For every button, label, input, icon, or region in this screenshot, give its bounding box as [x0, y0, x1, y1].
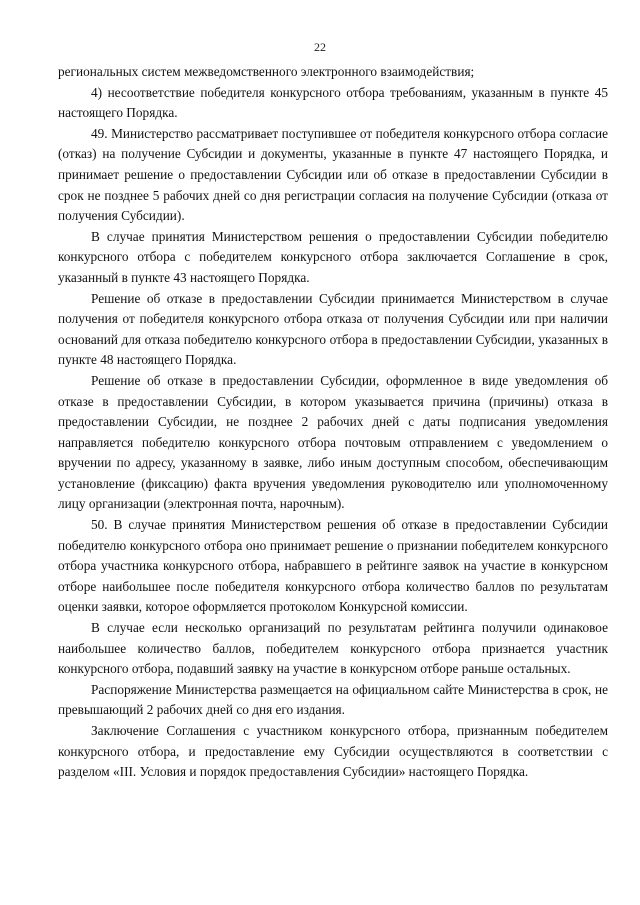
paragraph-item-4: 4) несоответствие победителя конкурсного отбора требованиям, указанным в пункте 45 настоящего Порядка.: [58, 84, 608, 121]
paragraph-49-refusal-notice: Решение об отказе в предоставлении Субсидии, оформленное в виде уведомления об отказе в предоставлении Субсидии, в котором указывается причина (причины) отказа в предоставлении Субсидии, не позднее 2 рабочих дней с даты подписания уведомления направляется победителю конкурсного отбора почтовым отправлением с уведомлением о вручении по адресу, указанному в заявке, либо иным доступным способом, обеспечивающим установление (фиксацию) факта вручения уведомления руководителю или уполномоченному лицу организации (электронная почта, нарочным).: [58, 372, 608, 512]
paragraph-49-agreement: В случае принятия Министерством решения о предоставлении Субсидии победителю конкурсного отбора с победителем конкурсного отбора заключается Соглашение в срок, указанный в пункте 43 настоящего Порядка.: [58, 228, 608, 285]
paragraph-continuation: региональных систем межведомственного электронного взаимодействия;: [58, 64, 475, 79]
page-number: 22: [314, 40, 326, 54]
paragraph-49: 49. Министерство рассматривает поступившее от победителя конкурсного отбора согласие (отказ) на получение Субсидии и документы, указанные в пункте 47 настоящего Порядка, и принимает решение о предоставлении Субсидии или об отказе в предоставлении Субсидии в срок не позднее 5 рабочих дней со дня регистрации согласия на получение Субсидии (отказа от получения Субсидии).: [58, 125, 608, 224]
paragraph-49-refusal-decision: Решение об отказе в предоставлении Субсидии принимается Министерством в случае получения от победителя конкурсного отбора отказа от получения Субсидии или при наличии оснований для отказа победителю конкурсного отбора в предоставлении Субсидии, указанных в пункте 48 настоящего Порядка.: [58, 290, 608, 368]
paragraph-50-agreement-conclusion: Заключение Соглашения с участником конкурсного отбора, признанным победителем конкурсного отбора, и предоставление ему Субсидии осуществляются в соответствии с разделом «III. Условия и порядок предоставления Субсидии» настоящего Порядка.: [58, 723, 608, 780]
paragraph-50: 50. В случае принятия Министерством решения об отказе в предоставлении Субсидии победителю конкурсного отбора оно принимает решение о признании победителем конкурсного отбора участника конкурсного отбора, набравшего в рейтинге заявок на участие в конкурсном отборе наибольшее после победителя конкурсного отбора количество баллов по результатам оценки заявки, которое оформляется протоколом Конкурсной комиссии.: [58, 517, 608, 615]
paragraph-50-equal-score: В случае если несколько организаций по результатам рейтинга получили одинаковое наибольшее количество баллов, победителем конкурсного отбора признается участник конкурсного отбора, подавший заявку на участие в конкурсном отборе раньше остальных.: [58, 620, 608, 677]
document-body: [58, 62, 608, 783]
paragraph-50-publication: Распоряжение Министерства размещается на официальном сайте Министерства в срок, не превышающий 2 рабочих дней со дня его издания.: [58, 681, 608, 718]
